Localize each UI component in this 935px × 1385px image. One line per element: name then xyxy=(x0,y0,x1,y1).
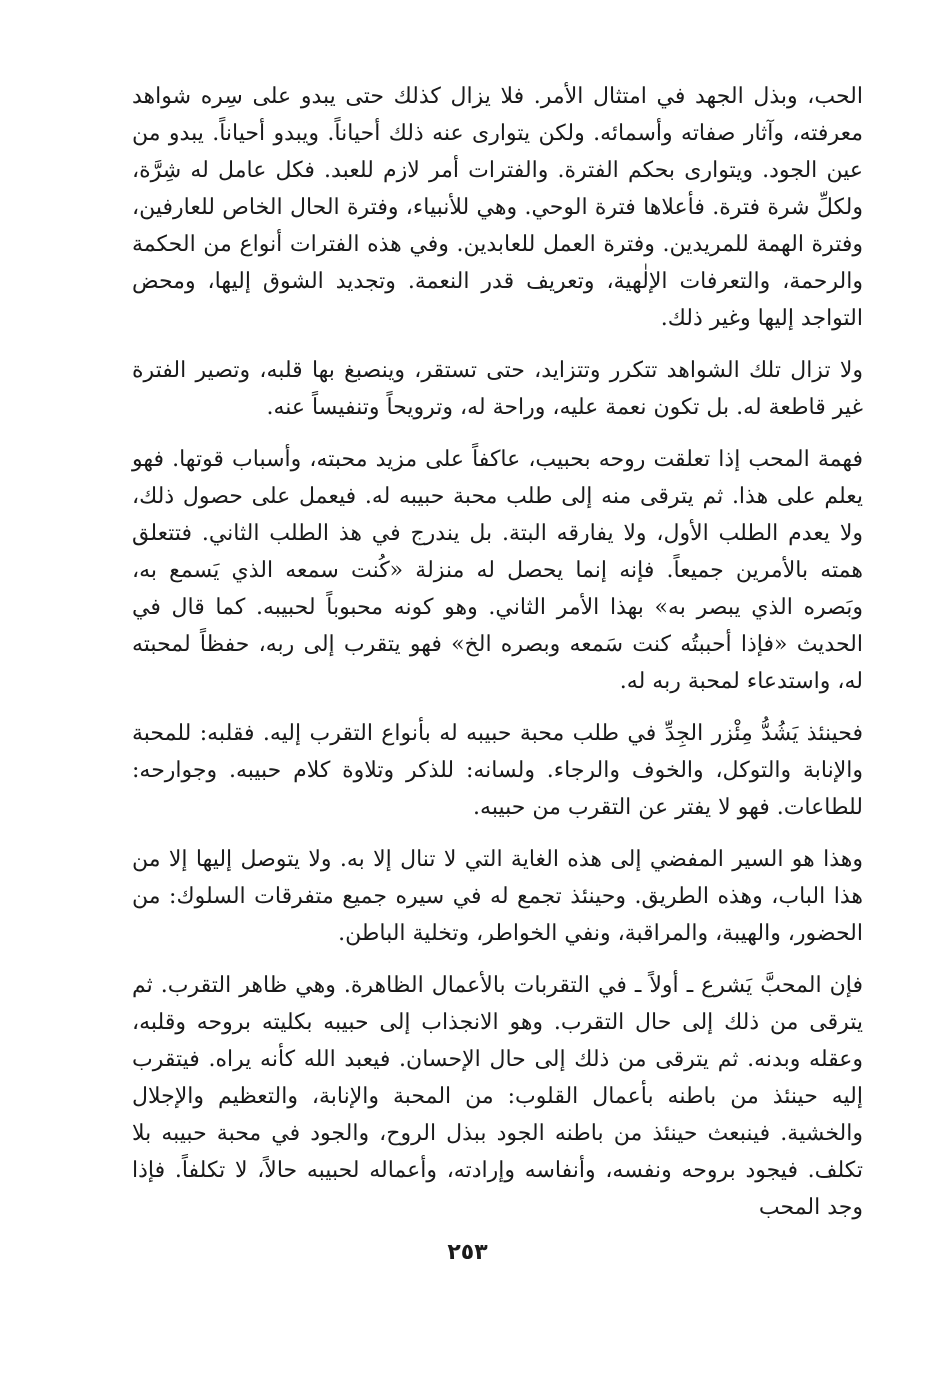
paragraph-6: فإن المحبَّ يَشرع ـ أولاً ـ في التقربات بالأعمال الظاهرة. وهي ظاهر التقرب. ثم يترقى من ذلك إلى حال التقرب. وهو الانجذاب إلى حبيبه بكليته بروحه وقلبه، وعقله وبدنه. ثم يترقى من ذلك إلى حال الإحسان. فيعبد الله كأنه يراه. فيتقرب إليه حينئذ من باطنه بأعمال القلوب: من المحبة والإنابة، والتعظيم والإجلال والخشية. فينبعث حينئذ من باطنه الجود ببذل الروح، والجود في محبة حبيبه بلا تكلف. فيجود بروحه ونفسه، وأنفاسه وإرادته، وأعماله لحبيبه حالاً، لا تكلفاً. فإذا وجد المحب xyxy=(132,973,863,1220)
page-number: ٢٥٣ xyxy=(447,1240,488,1265)
body-text xyxy=(132,78,863,1241)
paragraph-3: فهمة المحب إذا تعلقت روحه بحبيب، عاكفاً على مزيد محبته، وأسباب قوتها. فهو يعلم على هذا. ثم يترقى منه إلى طلب محبة حبيبه له. فيعمل على حصول ذلك، ولا يعدم الطلب الأول، ولا يفارقه البتة. بل يندرج في هذ الطلب الثاني. فتتعلق همته بالأمرين جميعاً. فإنه إنما يحصل له منزلة «كُنت سمعه الذي يَسمع به، وبَصره الذي يبصر به» بهذا الأمر الثاني. وهو كونه محبوباً لحبيبه. كما قال في الحديث «فإذا أحببتُه كنت سَمعه وبصره الخ» فهو يتقرب إلى ربه، حفظاً لمحبته له، واستدعاء لمحبة ربه له. xyxy=(132,447,863,694)
paragraph-5: وهذا هو السير المفضي إلى هذه الغاية التي لا تنال إلا به. ولا يتوصل إليها إلا من هذا الباب، وهذه الطريق. وحينئذ تجمع له في سيره جميع متفرقات السلوك: من الحضور، والهيبة، والمراقبة، ونفي الخواطر، وتخلية الباطن. xyxy=(132,847,863,946)
paragraph-2: ولا تزال تلك الشواهد تتكرر وتتزايد، حتى تستقر، وينصبغ بها قلبه، وتصير الفترة غير قاطعة له. بل تكون نعمة عليه، وراحة له، وترويحاً وتنفيساً عنه. xyxy=(132,358,863,420)
paragraph-4: فحينئذ يَشُدُّ مِئْزر الجِدِّ في طلب محبة حبيبه له بأنواع التقرب إليه. فقلبه: للمحبة والإنابة والتوكل، والخوف والرجاء. ولسانه: للذكر وتلاوة كلام حبيبه. وجوارحه: للطاعات. فهو لا يفتر عن التقرب من حبيبه. xyxy=(132,721,863,820)
paragraph-1: الحب، وبذل الجهد في امتثال الأمر. فلا يزال كذلك حتى يبدو على سِره شواهد معرفته، وآثار صفاته وأسمائه. ولكن يتوارى عنه ذلك أحياناً. ويبدو أحياناً. يبدو من عين الجود. ويتوارى بحكم الفترة. والفترات أمر لازم للعبد. فكل عامل له شِرَّة، ولكلِّ شرة فترة. فأعلاها فترة الوحي. وهي للأنبياء، وفترة الحال الخاص للعارفين، وفترة الهمة للمريدين. وفترة العمل للعابدين. وفي هذه الفترات أنواع من الحكمة والرحمة، والتعرفات الإلٰهية، وتعريف قدر النعمة. وتجديد الشوق إليها، ومحض التواجد إليها وغير ذلك. xyxy=(132,84,863,331)
